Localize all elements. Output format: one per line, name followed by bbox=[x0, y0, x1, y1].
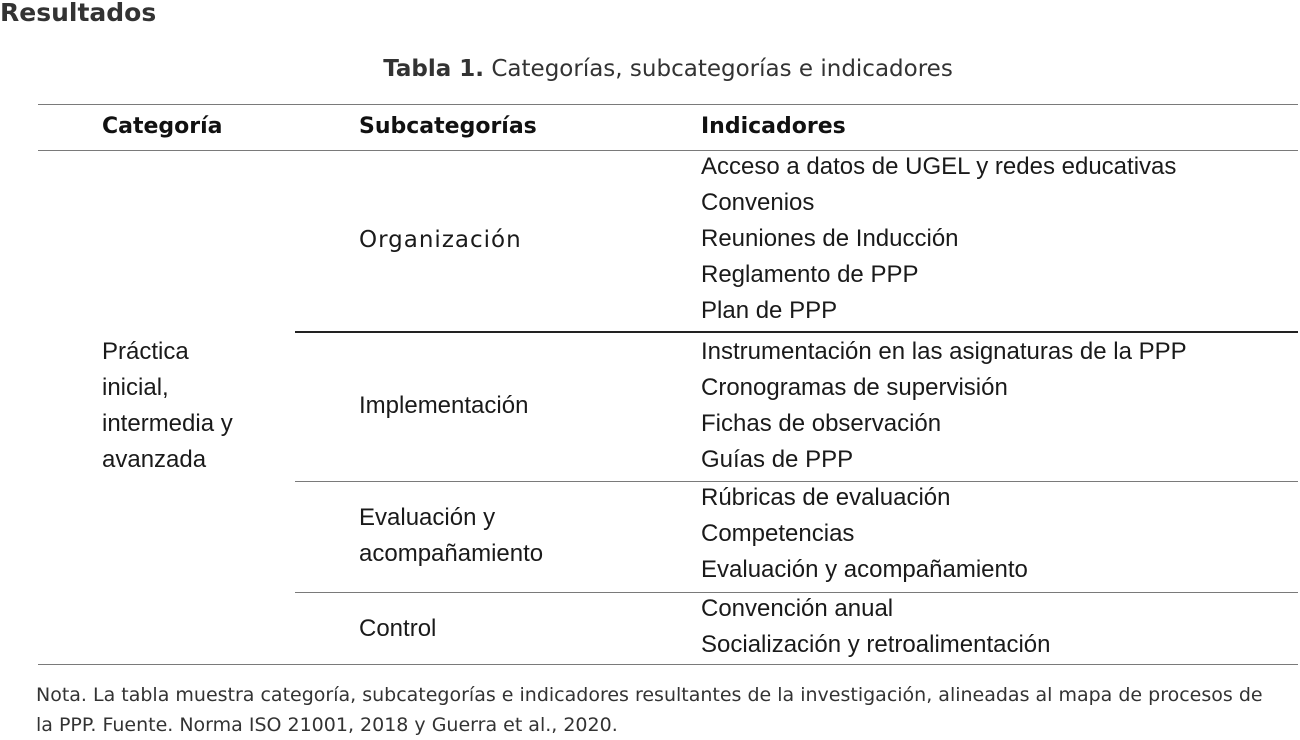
category-line: inicial, bbox=[102, 374, 169, 401]
indicator-list bbox=[701, 334, 1187, 478]
indicator-list bbox=[701, 149, 1176, 329]
subcategory-evaluacion bbox=[359, 500, 543, 572]
subcategory-implementacion: Implementación bbox=[359, 392, 529, 419]
subcategory-line: Evaluación y bbox=[359, 504, 496, 531]
indicator-item: Acceso a datos de UGEL y redes educativas bbox=[701, 153, 1177, 180]
indicator-list bbox=[701, 480, 1028, 588]
subcategory-organizacion: Organización bbox=[359, 227, 522, 253]
section-heading: Resultados bbox=[0, 0, 157, 27]
indicator-item: Reglamento de PPP bbox=[701, 261, 919, 288]
subcategory-control: Control bbox=[359, 615, 437, 642]
header-category: Categoría bbox=[102, 114, 223, 139]
table-bottom-rule bbox=[38, 664, 1298, 665]
header-subcategories: Subcategorías bbox=[359, 114, 537, 139]
subcategory-line: acompañamiento bbox=[359, 540, 544, 567]
indicator-item: Plan de PPP bbox=[701, 297, 838, 324]
indicator-item: Convenios bbox=[701, 189, 815, 216]
indicator-item: Socialización y retroalimentación bbox=[701, 631, 1051, 658]
table-caption bbox=[0, 56, 1300, 82]
table-top-rule bbox=[38, 104, 1298, 105]
group-divider bbox=[295, 331, 1298, 333]
category-line: intermedia y bbox=[102, 410, 233, 437]
category-line: Práctica bbox=[102, 338, 189, 365]
indicator-list bbox=[701, 591, 1051, 663]
indicator-item: Evaluación y acompañamiento bbox=[701, 556, 1028, 583]
indicator-item: Guías de PPP bbox=[701, 446, 854, 473]
table-note: Nota. La tabla muestra categoría, subcategorías e indicadores resultantes de la investigación, alineadas al mapa de procesos de la PPP. Fuente. Norma ISO 21001, 2018 y Guerra et al., 2020. bbox=[36, 684, 1263, 736]
indicator-item: Instrumentación en las asignaturas de la PPP bbox=[701, 338, 1187, 365]
indicator-item: Fichas de observación bbox=[701, 410, 942, 437]
category-line: avanzada bbox=[102, 446, 207, 473]
table-caption-label: Tabla 1. bbox=[383, 56, 485, 82]
category-cell bbox=[102, 334, 302, 478]
indicator-item: Reuniones de Inducción bbox=[701, 225, 959, 252]
table-caption-text: Categorías, subcategorías e indicadores bbox=[491, 56, 953, 82]
indicator-item: Cronogramas de supervisión bbox=[701, 374, 1008, 401]
indicator-item: Competencias bbox=[701, 520, 855, 547]
indicator-item: Rúbricas de evaluación bbox=[701, 484, 951, 511]
indicator-item: Convención anual bbox=[701, 595, 894, 622]
header-indicators: Indicadores bbox=[701, 114, 846, 139]
